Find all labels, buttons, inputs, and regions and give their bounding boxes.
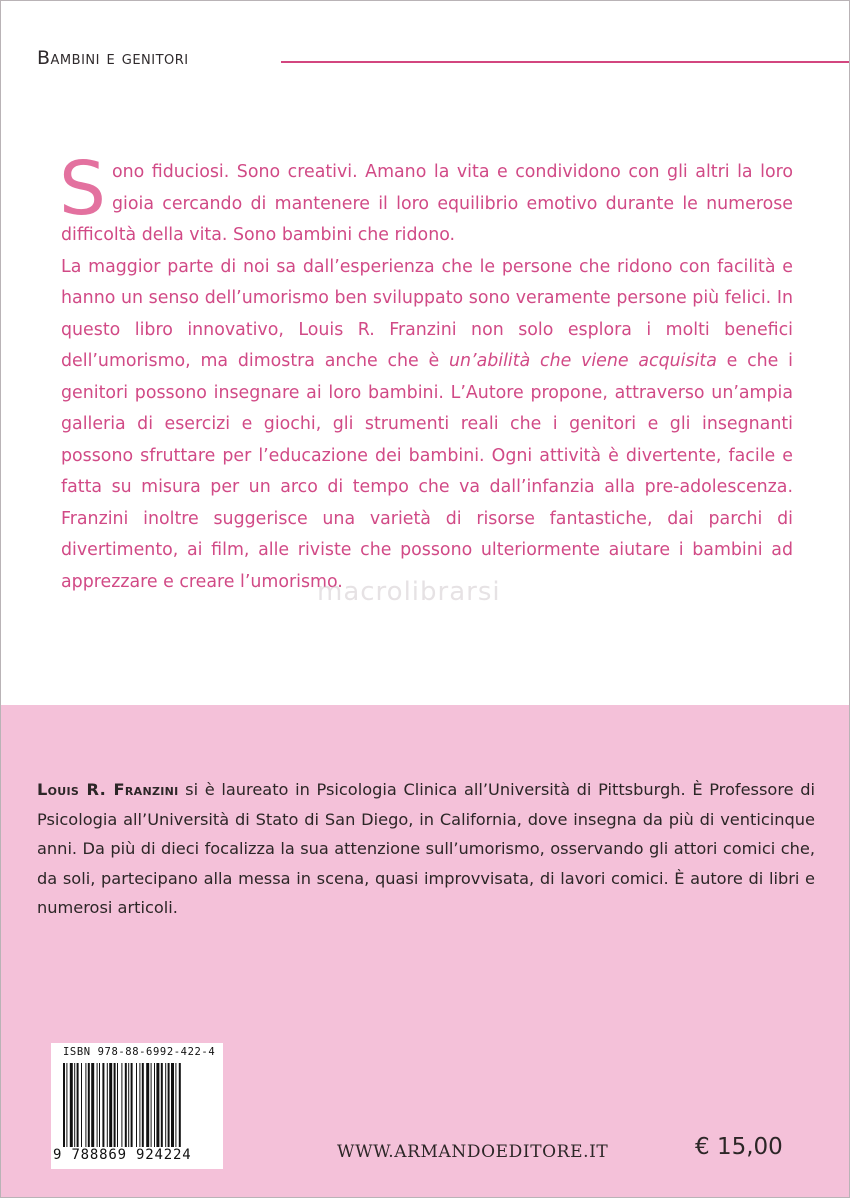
barcode-number: 9 788869 924224 bbox=[53, 1147, 192, 1163]
author-bio-text: si è laureato in Psicologia Clinica all’Università di Pittsburgh. È Professore di Psicologia all’Università di Stato di San Diego, in California, dove insegna da più di venticinque anni. Da più di dieci focalizza la sua attenzione sull’umorismo, osservando gli attori comici che, da soli, partecipano alla messa in scena, quasi improvvisata, di lavori comici. È autore di libri e numerosi articoli. bbox=[37, 780, 815, 917]
barcode-bar bbox=[165, 1063, 166, 1147]
barcode-box bbox=[51, 1043, 223, 1169]
barcode-bar bbox=[114, 1063, 116, 1147]
barcode-bar bbox=[97, 1063, 98, 1147]
barcode-bar bbox=[66, 1063, 67, 1147]
publisher-website: WWW.ARMANDOEDITORE.IT bbox=[337, 1142, 609, 1162]
drop-cap-letter: S bbox=[59, 146, 106, 232]
author-name: Louis R. Franzini bbox=[37, 780, 179, 799]
price-label: € 15,00 bbox=[695, 1134, 783, 1160]
blurb-text bbox=[59, 146, 793, 598]
series-rule-divider bbox=[281, 61, 849, 63]
barcode-bar bbox=[99, 1063, 100, 1147]
barcode-bar bbox=[121, 1063, 122, 1147]
barcode-bar bbox=[151, 1063, 152, 1147]
barcode-bar bbox=[109, 1063, 112, 1147]
barcode-bar bbox=[139, 1063, 140, 1147]
barcode-bar bbox=[125, 1063, 127, 1147]
barcode-bar bbox=[107, 1063, 108, 1147]
barcode-bar bbox=[156, 1063, 159, 1147]
barcode-bar bbox=[70, 1063, 73, 1147]
blurb-paragraph-1 bbox=[59, 146, 793, 252]
barcode-bar bbox=[102, 1063, 104, 1147]
barcode-bar bbox=[168, 1063, 170, 1147]
barcode-bar bbox=[74, 1063, 75, 1147]
barcode-bar bbox=[88, 1063, 90, 1147]
barcode-bar bbox=[128, 1063, 129, 1147]
barcode-bar bbox=[77, 1063, 79, 1147]
isbn-label: ISBN 978-88-6992-422-4 bbox=[63, 1046, 216, 1058]
barcode-bar bbox=[136, 1063, 137, 1147]
barcode-bar bbox=[175, 1063, 176, 1147]
barcode-bar bbox=[171, 1063, 174, 1147]
barcode-bar bbox=[91, 1063, 94, 1147]
blurb-paragraph-2-part-a: La maggior parte di noi sa dall’esperienza che le persone che ridono con facilità e hanno un senso dell’umorismo ben sviluppato sono veramente persone più felici. In questo libro innovativo, Louis R. Franzini non solo esplora i molti benefici dell’umorismo, ma dimostra anche che è bbox=[61, 256, 793, 371]
blurb-paragraph-2 bbox=[61, 252, 793, 599]
barcode-bar bbox=[81, 1063, 82, 1147]
blurb-paragraph-2-part-b: e che i genitori possono insegnare ai loro bambini. L’Autore propone, attraverso un’ampia galleria di esercizi e giochi, gli strumenti reali che i genitori e gli insegnanti possono sfruttare per l’educazione dei bambini. Ogni attività è divertente, facile e fatta su misura per un arco di tempo che va dall’infanzia alla pre-adolescenza. Franzini inoltre suggerisce una varietà di risorse fantastiche, dai parchi di divertimento, ai film, alle riviste che possono ulteriormente aiutare i bambini ad apprezzare e creare l’umorismo. bbox=[61, 351, 793, 592]
barcode-bar bbox=[131, 1063, 133, 1147]
barcode-bar bbox=[117, 1063, 118, 1147]
blurb-paragraph-2-emphasis: un’abilità che viene acquisita bbox=[449, 351, 717, 371]
barcode-bar bbox=[85, 1063, 86, 1147]
blurb-paragraph-1-text: ono fiduciosi. Sono creativi. Amano la vita e condividono con gli altri la loro gioia cercando di mantenere il loro equilibrio emotivo durante le numerose difficoltà della vita. Sono bambini che ridono. bbox=[61, 162, 793, 245]
watermark-text: macrolibrarsi bbox=[317, 577, 501, 607]
series-title: Bambini e genitori bbox=[37, 47, 189, 69]
barcode-bar bbox=[154, 1063, 155, 1147]
barcode-bar bbox=[146, 1063, 149, 1147]
barcode-bar bbox=[179, 1063, 181, 1147]
barcode-bar bbox=[161, 1063, 163, 1147]
barcode-bar bbox=[63, 1063, 65, 1147]
author-bio bbox=[37, 775, 815, 923]
barcode-icon bbox=[61, 1063, 213, 1147]
barcode-bar bbox=[142, 1063, 144, 1147]
